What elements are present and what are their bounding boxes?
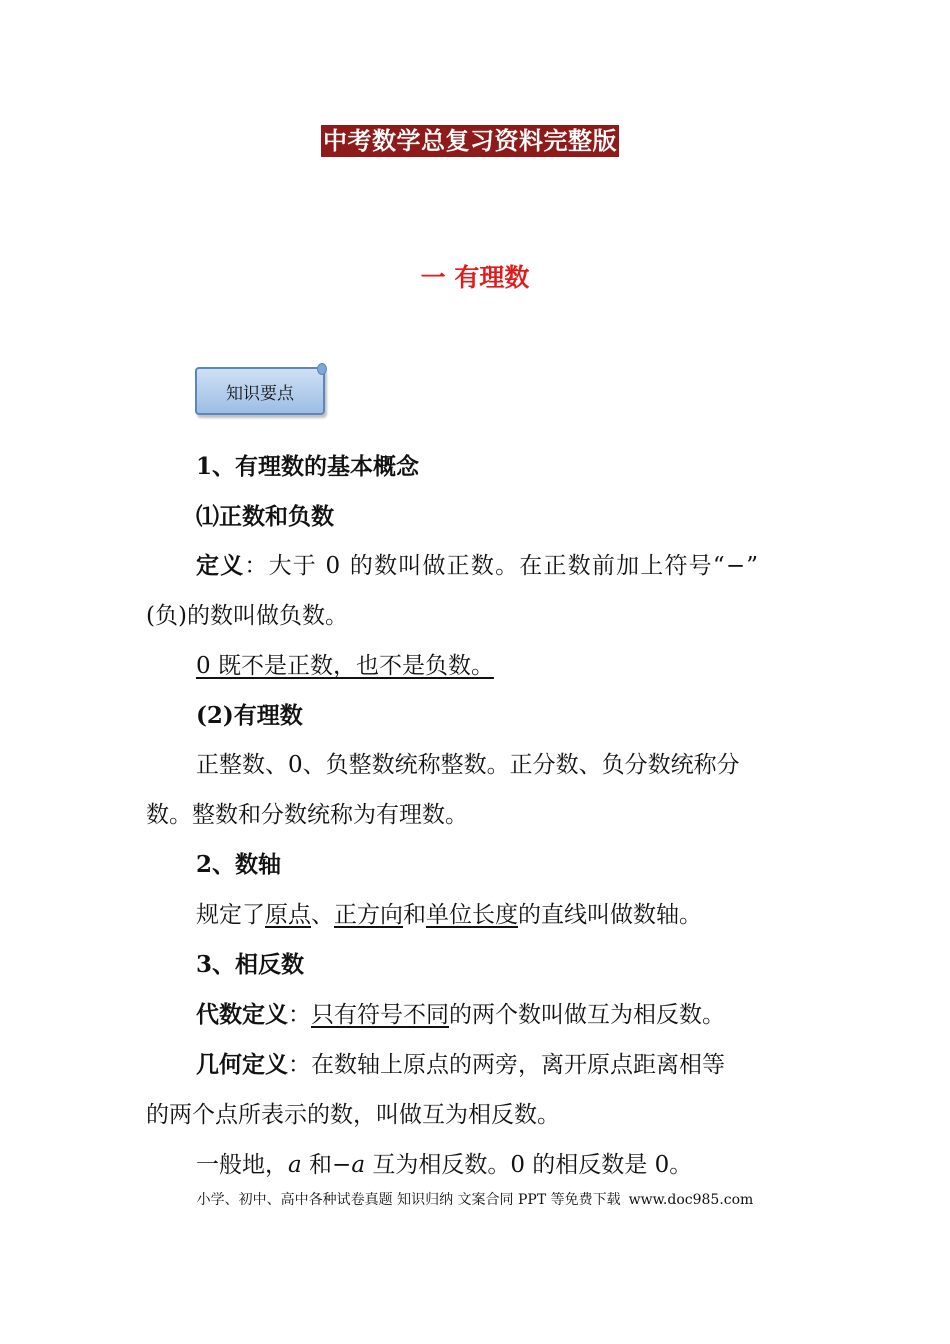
rational-text-1: 正整数、0、负整数统称整数。正分数、负分数统称分 xyxy=(196,752,740,778)
geometric-text-1: 在数轴上原点的两旁，离开原点距离相等 xyxy=(311,1052,725,1078)
variable-a: a xyxy=(288,1152,302,1178)
section-3-heading: 3、相反数 xyxy=(196,951,305,978)
zero-note: 0 既不是正数，也不是负数。 xyxy=(196,653,494,679)
chapter-heading: 一 有理数 xyxy=(420,263,530,292)
general-text-a: 一般地， xyxy=(196,1152,288,1178)
ribbon-curl-icon xyxy=(317,363,327,375)
number-line-text-a: 规定了 xyxy=(196,902,265,928)
general-statement xyxy=(196,1150,692,1180)
section-1-heading: 1、有理数的基本概念 xyxy=(196,453,420,480)
general-text-b: 和− xyxy=(301,1152,352,1178)
variable-neg-a: a xyxy=(351,1152,366,1178)
footer-text: 小学、初中、高中各种试卷真题 知识归纳 文案合同 PPT 等免费下载 xyxy=(196,1192,621,1208)
unit-length-term: 单位长度 xyxy=(426,902,518,928)
definition-line-1 xyxy=(196,551,759,581)
general-text-c: 互为相反数。0 的相反数是 0。 xyxy=(365,1152,693,1178)
number-line-text-c: 的直线叫做数轴。 xyxy=(518,902,702,928)
algebraic-colon: ： xyxy=(288,1002,311,1028)
document-title: 中考数学总复习资料完整版 xyxy=(323,127,617,155)
definition-colon: ： xyxy=(244,553,269,579)
subsection-positive-negative: ⑴正数和负数 xyxy=(196,503,334,530)
definition-text-1: 大于 0 的数叫做正数。在正数前加上符号“−” xyxy=(268,553,760,579)
geometric-label: 几何定义 xyxy=(196,1051,288,1078)
geometric-colon: ： xyxy=(288,1052,311,1078)
definition-label: 定义 xyxy=(196,552,245,579)
rational-text-2: 数。整数和分数统称为有理数。 xyxy=(146,802,468,828)
origin-term: 原点 xyxy=(265,902,311,928)
page-footer xyxy=(0,1190,950,1210)
algebraic-underlined: 只有符号不同 xyxy=(311,1002,449,1028)
badge-label: 知识要点 xyxy=(226,384,294,404)
number-line-definition xyxy=(196,900,702,930)
section-2-heading: 2、数轴 xyxy=(196,851,282,878)
algebraic-label: 代数定义 xyxy=(196,1001,288,1028)
key-points-badge xyxy=(195,367,325,415)
direction-term: 正方向 xyxy=(334,902,403,928)
definition-line-2: (负)的数叫做负数。 xyxy=(146,603,348,629)
geometric-definition-2: 的两个点所表示的数，叫做互为相反数。 xyxy=(146,1102,560,1128)
footer-url[interactable]: www.doc985.com xyxy=(628,1192,754,1208)
geometric-definition-1 xyxy=(196,1050,725,1080)
algebraic-definition xyxy=(196,1000,725,1030)
subsection-rational: (2)有理数 xyxy=(196,702,303,729)
number-line-text-b: 和 xyxy=(403,902,426,928)
algebraic-rest: 的两个数叫做互为相反数。 xyxy=(449,1002,725,1028)
number-line-sep: 、 xyxy=(311,902,334,928)
